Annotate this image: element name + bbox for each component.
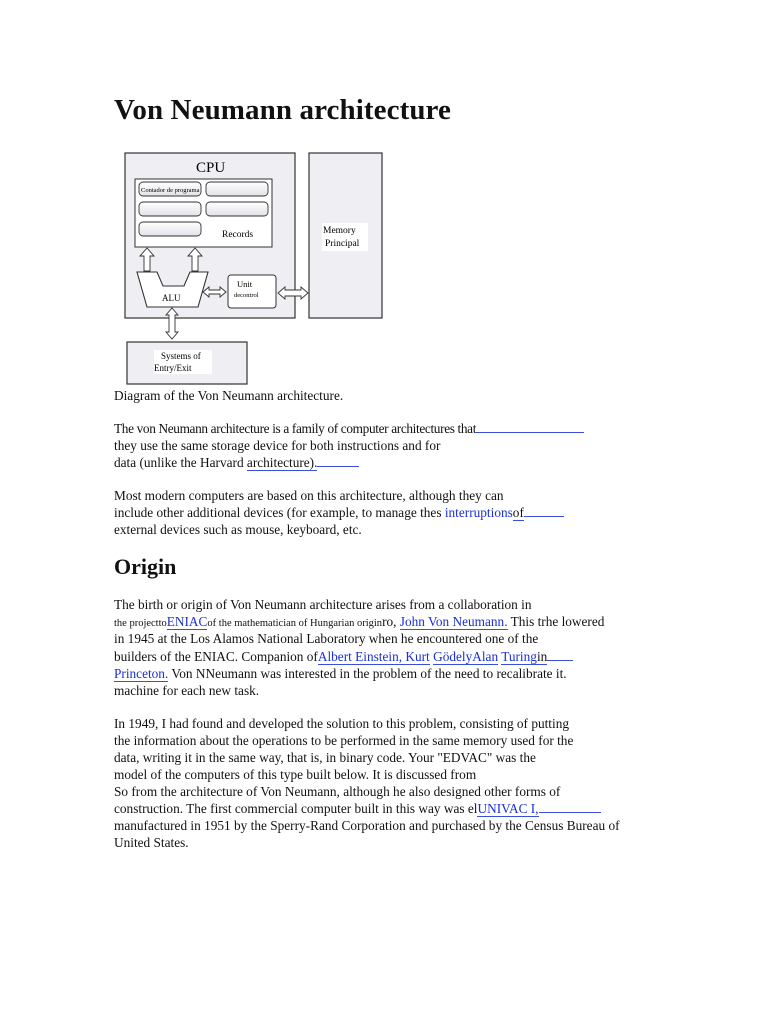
- origin-line-1: The birth or origin of Von Neumann architecture arises from a collaboration in: [114, 597, 532, 612]
- intro-p2-line-2: include other additional devices (for example, to manage thes interruptionsof: [114, 504, 564, 521]
- origin-line-3: in 1945 at the Los Alamos National Laboratory when he encountered one of the: [114, 631, 539, 646]
- univac-link[interactable]: UNIVAC I,: [477, 801, 539, 816]
- godel-link[interactable]: Gödel: [433, 649, 466, 664]
- origin-line-4: builders of the ENIAC. Companion ofAlbert Einstein, Kurt GödelyAlan Turingin: [114, 648, 573, 665]
- origin-p2-line-6: construction. The first commercial computer built in this way was elUNIVAC I,: [114, 800, 601, 817]
- cpu-label: CPU: [196, 160, 226, 176]
- origin-line-2: the projecttoENIACof the mathematician of Hungarian originro, John Von Neumann. This trhe lowered: [114, 614, 605, 629]
- origin-p2-line-3: data, writing it in the same way, that is, in binary code. Your "EDVAC" was the: [114, 750, 536, 765]
- register-slot: [206, 182, 268, 196]
- origin-p2-line-5: So from the architecture of Von Neumann, although he also designed other forms of: [114, 784, 561, 799]
- origin-p2-line-7: manufactured in 1951 by the Sperry-Rand Corporation and purchased by the Census Bureau of: [114, 818, 620, 833]
- origin-line-6: machine for each new task.: [114, 683, 260, 698]
- alu-label: ALU: [162, 293, 181, 303]
- and-link[interactable]: y: [465, 649, 473, 664]
- intro-p2-line-1: Most modern computers are based on this architecture, although they can: [114, 488, 504, 503]
- origin-p2-line-2: the information about the operations to be performed in the same memory used for the: [114, 733, 574, 748]
- origin-p2-line-1: In 1949, I had found and developed the solution to this problem, consisting of putting: [114, 716, 569, 731]
- interruptions-link[interactable]: interruptions: [444, 505, 513, 520]
- arrow-alu-io: [166, 308, 178, 339]
- intro-line-2: they use the same storage device for both instructions and for: [114, 438, 441, 453]
- control-unit-label-1: Unit: [237, 279, 253, 289]
- intro-line-3: data (unlike the Harvard architecture).: [114, 454, 359, 471]
- von-neumann-diagram: [112, 144, 387, 386]
- control-unit-label-2: decontrol: [234, 292, 259, 299]
- eniac-link[interactable]: ENIAC: [166, 614, 208, 629]
- john-von-neumann-link[interactable]: John Von Neumann.: [399, 614, 508, 629]
- origin-line-5: Princeton. Von NNeumann was interested in the problem of the need to recalibrate it.: [114, 666, 567, 681]
- intro-line-1: The von Neumann architecture is a family of computer architectures that: [114, 420, 584, 437]
- princeton-link[interactable]: Princeton.: [114, 666, 169, 681]
- memory-label-1: Memory: [323, 226, 356, 236]
- turing-link[interactable]: Turing: [501, 649, 537, 664]
- albert-einstein-kurt-link[interactable]: Albert Einstein, Kurt: [317, 649, 430, 664]
- diagram-caption: Diagram of the Von Neumann architecture.: [114, 388, 344, 403]
- records-label: Records: [222, 230, 254, 240]
- alan-link[interactable]: Alan: [472, 649, 499, 664]
- register-slot: [139, 202, 201, 216]
- section-heading-origin: Origin: [114, 554, 177, 579]
- io-label-1: Systems of: [161, 351, 201, 361]
- register-slot: [139, 222, 201, 236]
- intro-p2-line-3: external devices such as mouse, keyboard, etc.: [114, 522, 362, 537]
- origin-p2-line-4: model of the computers of this type built below. It is discussed from: [114, 767, 477, 782]
- page-title: Von Neumann architecture: [114, 94, 451, 126]
- program-counter-label: Contador de programa: [141, 187, 200, 194]
- memory-label-2: Principal: [325, 239, 360, 249]
- io-label-2: Entry/Exit: [154, 363, 192, 373]
- harvard-architecture-link[interactable]: architecture).: [246, 455, 318, 470]
- register-slot: [206, 202, 268, 216]
- origin-p2-line-8: United States.: [114, 835, 189, 850]
